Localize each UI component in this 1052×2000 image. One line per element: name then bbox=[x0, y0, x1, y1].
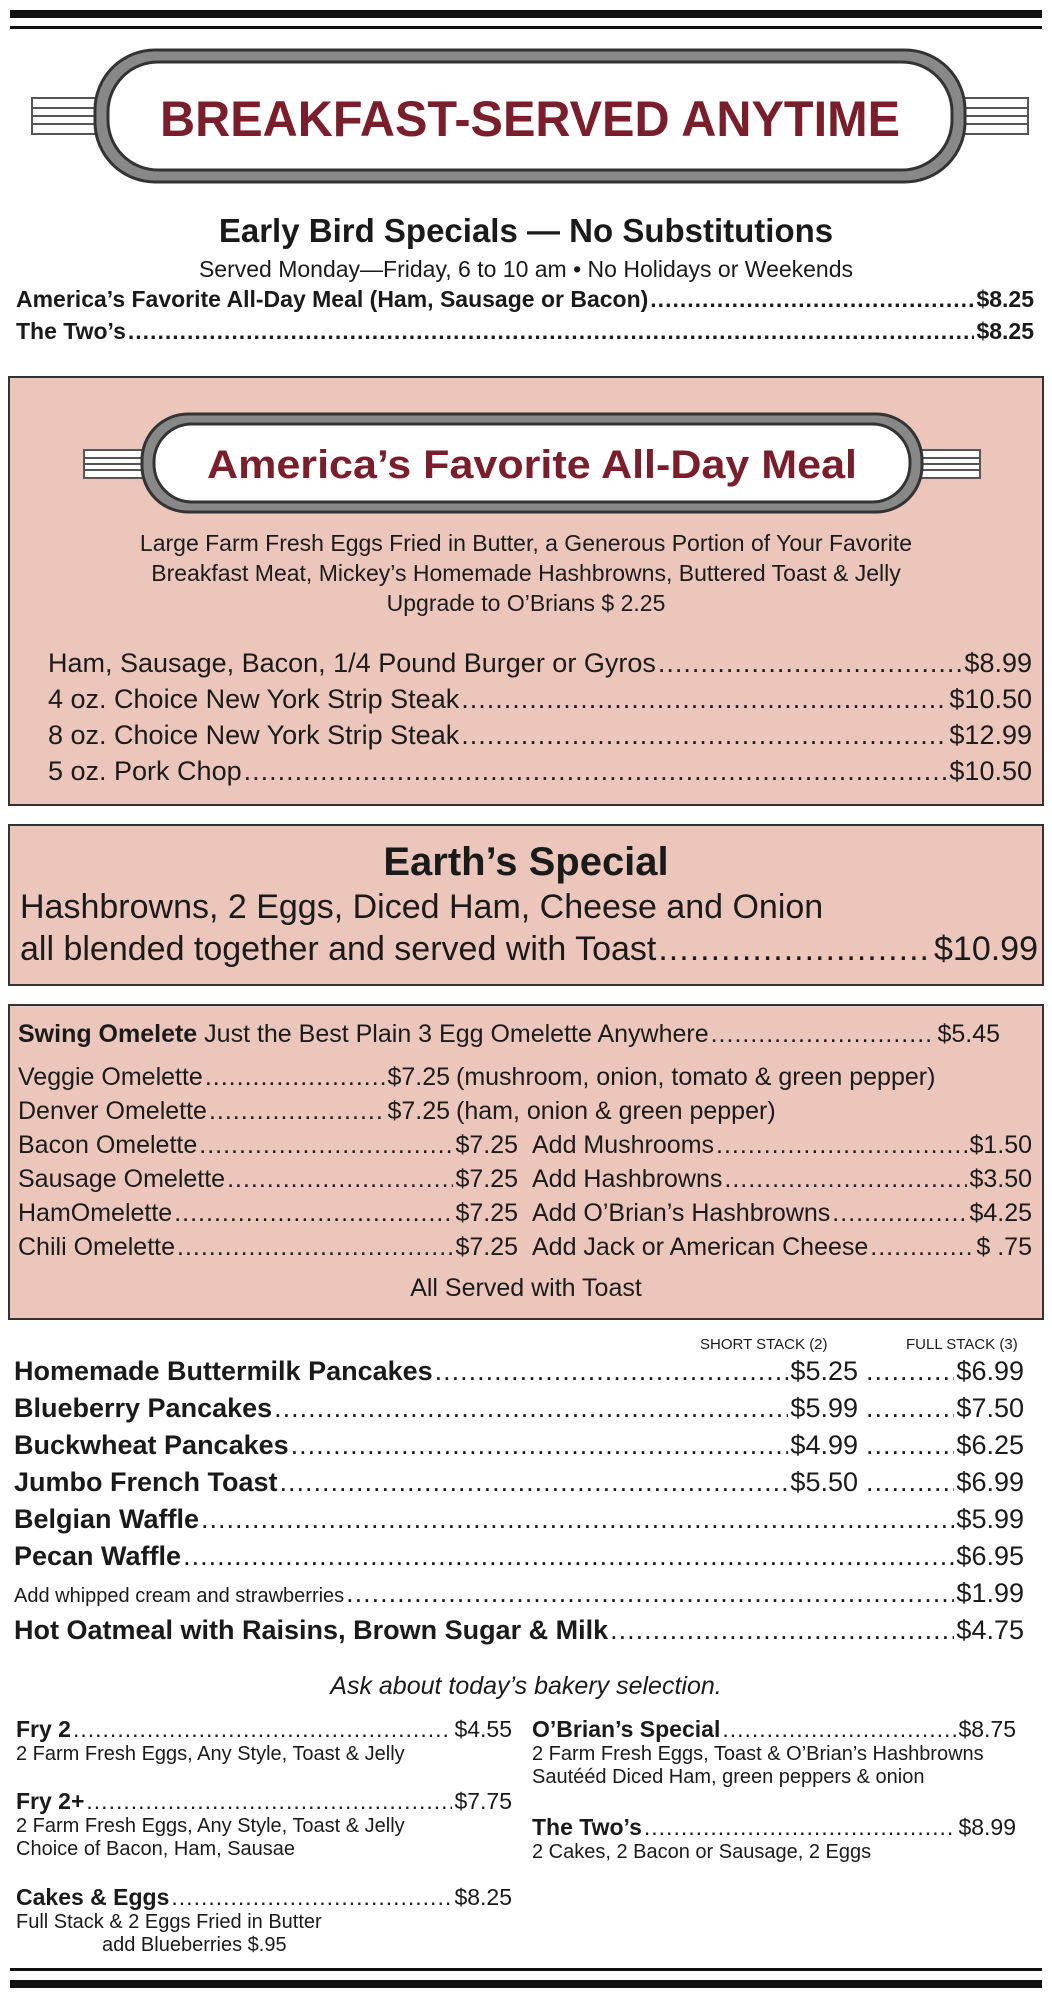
item-name: Hot Oatmeal with Raisins, Brown Sugar & Milk bbox=[14, 1615, 609, 1645]
item-name: The Two’s bbox=[16, 318, 126, 344]
all-day-meal-banner bbox=[82, 412, 982, 514]
addon-price: $4.25 bbox=[969, 1199, 1032, 1227]
item-name: Blueberry Pancakes bbox=[14, 1393, 273, 1423]
item-name: 5 oz. Pork Chop bbox=[48, 756, 242, 786]
item-name: Veggie Omelette bbox=[18, 1063, 203, 1091]
earths-special-box bbox=[8, 824, 1044, 986]
menu-item bbox=[48, 720, 1032, 756]
item-name: Fry 2 bbox=[16, 1716, 71, 1742]
item-price: $7.25 bbox=[455, 1199, 518, 1227]
combo-item bbox=[16, 1884, 512, 1957]
early-bird-item bbox=[16, 318, 1034, 350]
item-price: $10.99 bbox=[934, 930, 1038, 968]
omelette-row bbox=[18, 1196, 1032, 1230]
item-description: Just the Best Plain 3 Egg Omelette Anywhere bbox=[197, 1020, 709, 1048]
item-price: $8.25 bbox=[454, 1884, 512, 1910]
combos-right bbox=[532, 1716, 1016, 1864]
combo-item bbox=[16, 1788, 512, 1884]
bottom-rule-thick bbox=[10, 1980, 1042, 1988]
item-price: $8.99 bbox=[964, 648, 1032, 678]
item-name: Ham, Sausage, Bacon, 1/4 Pound Burger or Gyros bbox=[48, 648, 656, 678]
item-price: $12.99 bbox=[949, 720, 1032, 750]
menu-item bbox=[48, 756, 1032, 792]
addon-price: $1.50 bbox=[969, 1131, 1032, 1159]
item-price: $1.99 bbox=[956, 1578, 1024, 1608]
all-day-meal-description bbox=[10, 528, 1042, 618]
menu-item bbox=[14, 1578, 1024, 1615]
description-line: Breakfast Meat, Mickey’s Homemade Hashbrowns, Buttered Toast & Jelly bbox=[151, 560, 901, 586]
earths-special-title: Earth’s Special bbox=[383, 840, 669, 884]
menu-item bbox=[48, 684, 1032, 720]
item-price: $4.55 bbox=[454, 1716, 512, 1742]
addon-price: $3.50 bbox=[969, 1165, 1032, 1193]
menu-item bbox=[14, 1541, 1024, 1578]
item-name: 4 oz. Choice New York Strip Steak bbox=[48, 684, 460, 714]
description-line: Large Farm Fresh Eggs Fried in Butter, a Generous Portion of Your Favorite bbox=[139, 530, 913, 556]
addon-price: $ .75 bbox=[976, 1233, 1032, 1261]
combo-item bbox=[16, 1716, 512, 1788]
item-price: $8.99 bbox=[958, 1814, 1016, 1840]
all-day-meal-box bbox=[8, 376, 1044, 806]
item-description: Choice of Bacon, Ham, Sausae bbox=[16, 1838, 296, 1860]
item-price: $4.75 bbox=[956, 1615, 1024, 1645]
item-description: Sautééd Diced Ham, green peppers & onion bbox=[532, 1766, 925, 1788]
pancake-list bbox=[14, 1356, 1024, 1652]
item-name: Sausage Omelette bbox=[18, 1165, 226, 1193]
item-price: $7.25 bbox=[387, 1097, 450, 1125]
item-name: Bacon Omelette bbox=[18, 1131, 198, 1159]
full-price: $6.99 bbox=[956, 1356, 1024, 1386]
omelette-row bbox=[18, 1060, 1032, 1094]
short-price: $5.50 bbox=[790, 1467, 858, 1497]
item-name: all blended together and served with Toast bbox=[20, 930, 657, 968]
main-banner-title: BREAKFAST-SERVED ANYTIME bbox=[160, 91, 900, 147]
omelette-list bbox=[18, 1060, 1032, 1264]
item-name: O’Brian’s Special bbox=[532, 1716, 721, 1742]
item-name: Fry 2+ bbox=[16, 1788, 85, 1814]
menu-item bbox=[48, 648, 1032, 684]
item-name: Denver Omelette bbox=[18, 1097, 207, 1125]
item-price: $7.25 bbox=[455, 1131, 518, 1159]
combo-item bbox=[532, 1716, 1016, 1814]
item-description: Full Stack & 2 Eggs Fried in Butter bbox=[16, 1911, 322, 1933]
item-name: Buckwheat Pancakes bbox=[14, 1430, 289, 1460]
item-name: Pecan Waffle bbox=[14, 1541, 182, 1571]
item-description: 2 Cakes, 2 Bacon or Sausage, 2 Eggs bbox=[532, 1841, 872, 1863]
short-price: $5.99 bbox=[790, 1393, 858, 1423]
item-description: add Blueberries $.95 bbox=[102, 1934, 287, 1956]
pancake-row bbox=[14, 1467, 1024, 1504]
full-price: $7.50 bbox=[956, 1393, 1024, 1423]
item-price: $6.95 bbox=[956, 1541, 1024, 1571]
combo-item bbox=[532, 1814, 1016, 1864]
item-name: 8 oz. Choice New York Strip Steak bbox=[48, 720, 460, 750]
early-bird-list bbox=[16, 286, 1034, 350]
item-name: Chili Omelette bbox=[18, 1233, 175, 1261]
early-bird-subtitle: Served Monday—Friday, 6 to 10 am • No Holidays or Weekends bbox=[198, 256, 854, 282]
item-price: $7.25 bbox=[455, 1165, 518, 1193]
item-name: Jumbo French Toast bbox=[14, 1467, 278, 1497]
pancake-row bbox=[14, 1356, 1024, 1393]
addon-name: Add Jack or American Cheese bbox=[532, 1233, 869, 1261]
item-name: America’s Favorite All-Day Meal (Ham, Sausage or Bacon) bbox=[16, 286, 649, 312]
combos-left bbox=[16, 1716, 512, 1957]
omelette-row bbox=[18, 1094, 1032, 1128]
item-price: $5.99 bbox=[956, 1504, 1024, 1534]
short-price: $5.25 bbox=[790, 1356, 858, 1386]
omelette-row bbox=[18, 1230, 1032, 1264]
item-price: $7.75 bbox=[454, 1788, 512, 1814]
menu-item bbox=[14, 1504, 1024, 1541]
earths-special-line1: Hashbrowns, 2 Eggs, Diced Ham, Cheese and Onion bbox=[20, 888, 824, 926]
all-day-meal-title: America’s Favorite All-Day Meal bbox=[207, 443, 857, 487]
addon-name: Add Mushrooms bbox=[532, 1131, 715, 1159]
item-name: Add whipped cream and strawberries bbox=[14, 1585, 345, 1607]
full-stack-header: FULL STACK (3) bbox=[906, 1336, 1018, 1353]
full-price: $6.99 bbox=[956, 1467, 1024, 1497]
addon-name: Add Hashbrowns bbox=[532, 1165, 723, 1193]
item-name: Cakes & Eggs bbox=[16, 1884, 170, 1910]
item-note: (mushroom, onion, tomato & green pepper) bbox=[456, 1063, 936, 1091]
bottom-rule-thin bbox=[10, 1968, 1042, 1971]
item-name: HamOmelette bbox=[18, 1199, 173, 1227]
item-description: 2 Farm Fresh Eggs, Any Style, Toast & Jelly bbox=[16, 1815, 405, 1837]
full-price: $6.25 bbox=[956, 1430, 1024, 1460]
addon-name: Add O’Brian’s Hashbrowns bbox=[532, 1199, 831, 1227]
bakery-note: Ask about today’s bakery selection. bbox=[330, 1672, 722, 1700]
main-banner bbox=[30, 46, 1030, 186]
omelette-footer: All Served with Toast bbox=[410, 1274, 642, 1302]
item-name: The Two’s bbox=[532, 1814, 642, 1840]
item-price: $8.25 bbox=[976, 286, 1034, 312]
item-price: $10.50 bbox=[949, 756, 1032, 786]
item-description: 2 Farm Fresh Eggs, Toast & O’Brian’s Hashbrowns bbox=[532, 1743, 984, 1765]
early-bird-item bbox=[16, 286, 1034, 318]
top-rule-thick bbox=[10, 10, 1042, 18]
early-bird-title: Early Bird Specials — No Substitutions bbox=[218, 212, 834, 249]
description-line: Upgrade to O’Brians $ 2.25 bbox=[386, 590, 666, 616]
menu-item bbox=[14, 1615, 1024, 1652]
omelette-row bbox=[18, 1128, 1032, 1162]
item-name: Swing Omelete bbox=[18, 1020, 198, 1048]
omelette-row bbox=[18, 1162, 1032, 1196]
item-name: Belgian Waffle bbox=[14, 1504, 200, 1534]
item-note: (ham, onion & green pepper) bbox=[456, 1097, 776, 1125]
earths-special-line2 bbox=[20, 930, 1038, 969]
item-description: 2 Farm Fresh Eggs, Any Style, Toast & Jelly bbox=[16, 1743, 405, 1765]
pancake-row bbox=[14, 1393, 1024, 1430]
item-price: $7.25 bbox=[387, 1063, 450, 1091]
pancake-row bbox=[14, 1430, 1024, 1467]
short-price: $4.99 bbox=[790, 1430, 858, 1460]
swing-omelete-row bbox=[18, 1020, 1000, 1049]
top-rule-thin bbox=[10, 26, 1042, 29]
item-price: $5.45 bbox=[937, 1020, 1000, 1048]
item-price: $10.50 bbox=[949, 684, 1032, 714]
short-stack-header: SHORT STACK (2) bbox=[700, 1336, 828, 1353]
omelette-box bbox=[8, 1004, 1044, 1320]
item-price: $7.25 bbox=[455, 1233, 518, 1261]
item-price: $8.75 bbox=[958, 1716, 1016, 1742]
item-name: Homemade Buttermilk Pancakes bbox=[14, 1356, 433, 1386]
item-price: $8.25 bbox=[976, 318, 1034, 344]
all-day-meal-list bbox=[48, 648, 1032, 792]
